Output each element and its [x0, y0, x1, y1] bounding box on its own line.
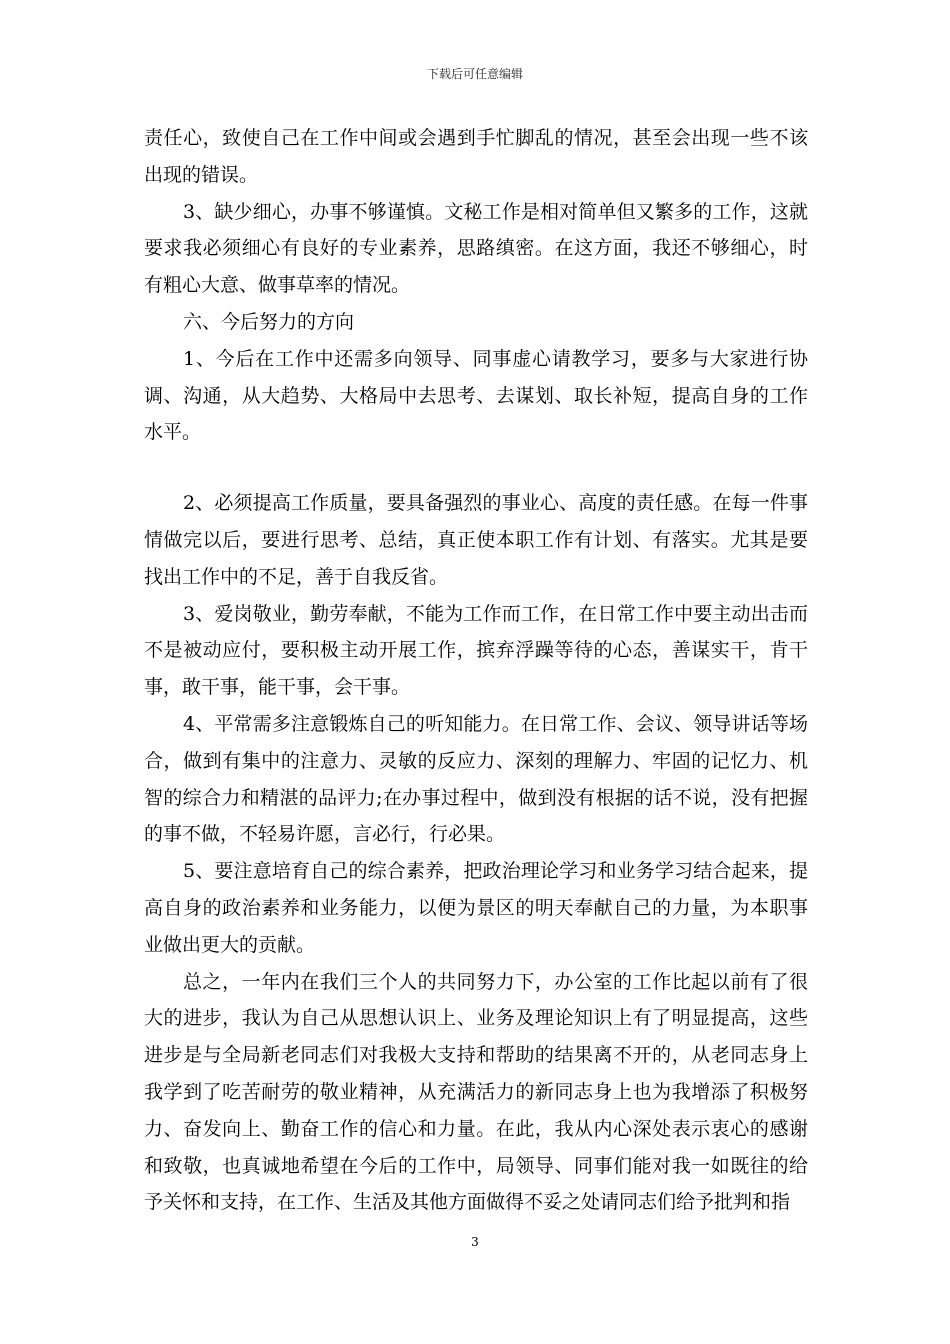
paragraph-item-3-dedication: 3、爱岗敬业，勤劳奉献，不能为工作而工作，在日常工作中要主动出击而不是被动应付，要积极主动开展工作，摈弃浮躁等待的心态，善谋实干，肯干事，敢干事，能干事，会干事。 [144, 602, 808, 699]
section-heading-future-direction: 六、今后努力的方向 [183, 310, 355, 333]
paragraph-item-2-quality: 2、必须提高工作质量，要具备强烈的事业心、高度的责任感。在每一件事情做完以后，要进行思考、总结，真正使本职工作有计划、有落实。尤其是要找出工作中的不足，善于自我反省。 [144, 492, 808, 588]
paragraph-item-5-quality-cultivation: 5、要注意培育自己的综合素养，把政治理论学习和业务学习结合起来，提高自身的政治素养和业务能力，以便为景区的明天奉献自己的力量，为本职事业做出更大的贡献。 [144, 860, 808, 956]
document-body [144, 120, 808, 1221]
paragraph-item-1-learning: 1、今后在工作中还需多向领导、同事虚心请教学习，要多与大家进行协调、沟通，从大趋势、大格局中去思考、去谋划、取长补短，提高自身的工作水平。 [144, 347, 808, 444]
paragraph-item-3-carefulness: 3、缺少细心，办事不够谨慎。文秘工作是相对简单但又繁多的工作，这就要求我必须细心有良好的专业素养，思路缜密。在这方面，我还不够细心，时有粗心大意、做事草率的情况。 [144, 200, 808, 297]
paragraph-continuation: 责任心，致使自己在工作中间或会遇到手忙脚乱的情况，甚至会出现一些不该出现的错误。 [144, 127, 808, 186]
paragraph-item-4-listening: 4、平常需多注意锻炼自己的听知能力。在日常工作、会议、领导讲话等场合，做到有集中的注意力、灵敏的反应力、深刻的理解力、牢固的记忆力、机智的综合力和精湛的品评力;在办事过程中，做到没有根据的话不说，没有把握的事不做，不轻易许愿，言必行，行必果。 [144, 712, 808, 846]
page-header: 下载后可任意编辑 [426, 67, 523, 81]
page-number: 3 [471, 1235, 479, 1249]
paragraph-conclusion: 总之，一年内在我们三个人的共同努力下，办公室的工作比起以前有了很大的进步，我认为自己从思想认识上、业务及理论知识上有了明显提高，这些进步是与全局新老同志们对我极大支持和帮助的结果离不开的，从老同志身上我学到了吃苦耐劳的敬业精神，从充满活力的新同志身上也为我增添了积极努力、奋发向上、勤奋工作的信心和力量。在此，我从内心深处表示衷心的感谢和致敬，也真诚地希望在今后的工作中，局领导、同事们能对我一如既往的给予关怀和支持，在工作、生活及其他方面做得不妥之处请同志们给予批判和指 [144, 970, 808, 1214]
